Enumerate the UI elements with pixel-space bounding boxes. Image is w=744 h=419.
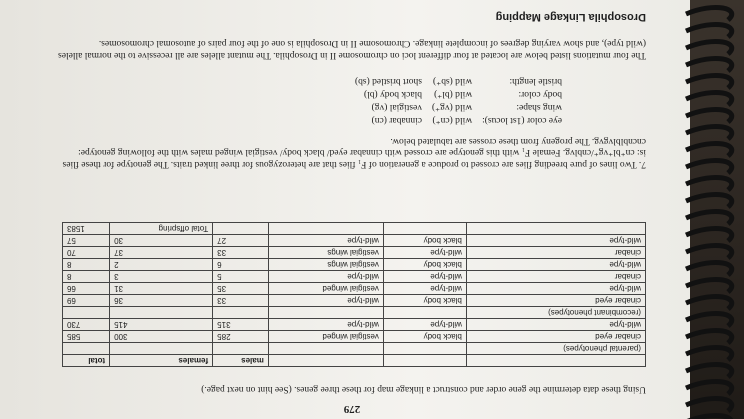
table-cell: cinabar [466, 271, 645, 283]
table-cell: 37 [110, 247, 213, 259]
spiral-ring [686, 313, 732, 326]
table-cell [213, 343, 269, 355]
table-cell: cinabar [466, 247, 645, 259]
table-cell: wild-type [268, 295, 383, 307]
table-cell: vestigial winged [268, 283, 383, 295]
table-cell: black body [383, 295, 466, 307]
mutation-trait: eye color (1st locus): [482, 115, 562, 126]
table-cell [63, 307, 110, 319]
spiral-ring [686, 245, 732, 258]
hint-paragraph: Using these data determine the gene order and construct a linkage map for these three genes. (See hint on next page.) [201, 384, 646, 394]
spiral-ring [686, 279, 732, 292]
mutation-mutant: black body (bl) [363, 89, 422, 100]
table-cell: vestigial winged [268, 331, 383, 343]
problem-7-text: 7. Two lines of pure breeding flies are crossed to produce a generation of F₁ flies that are heterozygous for three linked traits. The genotype for these flies is: cn⁺bl⁺vg⁺/cnblvg. Female F₁ with this genotype are crossed with cinnabar eyed/ black body/ vestigial winged males with the following genotype: cncnblblvgvg. The progeny from these crosses are tabulated below. [62, 136, 646, 169]
table-cell: vestigial wings [268, 259, 383, 271]
mutation-list [345, 75, 562, 127]
table-cell: 730 [63, 319, 110, 331]
table-cell [383, 307, 466, 319]
spiral-ring [686, 364, 732, 377]
table-cell: 3 [110, 271, 213, 283]
table-cell: 57 [63, 235, 110, 247]
table-cell: 8 [63, 271, 110, 283]
table-cell [383, 223, 466, 235]
spiral-ring [686, 126, 732, 139]
table-cell [110, 307, 213, 319]
mutation-row [345, 101, 562, 114]
spiral-ring [686, 58, 732, 71]
table-cell: 31 [110, 283, 213, 295]
table-cell: (parental phenotypes) [466, 343, 645, 355]
spiral-ring [686, 109, 732, 122]
table-cell [213, 223, 269, 235]
table-cell [63, 343, 110, 355]
spiral-ring [686, 330, 732, 343]
mutation-trait: bristle length: [509, 76, 562, 87]
table-cell: 70 [63, 247, 110, 259]
spiral-ring [686, 92, 732, 105]
table-row [63, 247, 646, 259]
table-cell: 36 [110, 295, 213, 307]
table-cell [466, 223, 645, 235]
table-cell: wild-type [466, 283, 645, 295]
table-body [63, 235, 646, 355]
table-cell: 6 [213, 259, 269, 271]
spiral-ring [686, 381, 732, 394]
spiral-ring [686, 177, 732, 190]
table-header-cell: females [110, 355, 213, 367]
mutation-row [345, 114, 562, 127]
table-total-row [63, 223, 646, 235]
table-cell: 66 [63, 283, 110, 295]
table-row [63, 343, 646, 355]
mutation-trait: body color: [518, 89, 562, 100]
spiral-ring [686, 75, 732, 88]
table-header-cell: males [213, 355, 269, 367]
spiral-ring [686, 194, 732, 207]
table-cell: 285 [213, 331, 269, 343]
table-cell: 69 [63, 295, 110, 307]
table-cell [213, 307, 269, 319]
mutation-mutant: cinnabar (cn) [371, 115, 422, 126]
table-cell: cinabar eyed [466, 331, 645, 343]
table-cell: vestigial wings [268, 247, 383, 259]
table-row [63, 283, 646, 295]
table-row [63, 307, 646, 319]
total-value: 1583 [63, 223, 110, 235]
table-cell: 30 [110, 235, 213, 247]
table-cell: black body [383, 235, 466, 247]
spiral-binding [684, 0, 744, 419]
table-cell: 2 [110, 259, 213, 271]
table-cell: 585 [63, 331, 110, 343]
table-cell: (recombinant phenotypes) [466, 307, 645, 319]
table-row [63, 331, 646, 343]
table-cell: 415 [110, 319, 213, 331]
mutation-row [345, 88, 562, 101]
spiral-ring [686, 415, 732, 419]
mutation-mutant: short bristled (sb) [354, 76, 422, 87]
table-cell: 300 [110, 331, 213, 343]
table-cell: cinabar eyed [466, 295, 645, 307]
table-cell: 33 [213, 295, 269, 307]
table-row [63, 295, 646, 307]
mutation-list-body [345, 75, 562, 127]
table-row [63, 319, 646, 331]
spiral-ring [686, 398, 732, 411]
progeny-table [62, 222, 646, 367]
table-header-cell [383, 355, 466, 367]
spiral-ring [686, 296, 732, 309]
spiral-ring [686, 160, 732, 173]
spiral-ring [686, 143, 732, 156]
table-cell: wild-type [268, 235, 383, 247]
spiral-ring [686, 262, 732, 275]
spiral-ring [686, 347, 732, 360]
total-label: Total offspring [110, 223, 213, 235]
table-cell: 33 [213, 247, 269, 259]
table-header-row [63, 355, 646, 367]
table-cell: wild-type [268, 319, 383, 331]
table-row [63, 259, 646, 271]
table-header-cell [268, 355, 383, 367]
table-row [63, 271, 646, 283]
table-cell: black body [383, 259, 466, 271]
table-cell [268, 343, 383, 355]
table-cell: wild-type [383, 283, 466, 295]
spiral-ring [686, 211, 732, 224]
table-header-cell: total [63, 355, 110, 367]
table-cell [110, 343, 213, 355]
table-cell: 27 [213, 235, 269, 247]
table-cell [268, 223, 383, 235]
table-cell: 5 [213, 271, 269, 283]
mutation-trait: wing shape: [516, 102, 562, 113]
spiral-ring [686, 41, 732, 54]
mutation-wild: wild (vg⁺) [431, 102, 473, 112]
mutation-wild: wild (sb⁺) [433, 76, 473, 86]
intro-paragraph: The four mutations listed below are located at four different loci on chromosome II in Drosophila. The mutant alleles are all recessive to the normal alleles (wild type), and show varying degrees of incomplete linkage. Chromosome II in Drosophila is one of the four pairs of autosomal chromosomes. [58, 38, 646, 60]
table-cell: wild-type [383, 319, 466, 331]
table-header-cell [466, 355, 645, 367]
table-cell [268, 307, 383, 319]
page-number: 279 [343, 403, 361, 415]
spiral-ring [686, 228, 732, 241]
table-cell [383, 343, 466, 355]
table-cell: wild-type [383, 247, 466, 259]
table-cell: wild-type [466, 259, 645, 271]
table-cell: wild-type [466, 235, 645, 247]
table-row [63, 235, 646, 247]
table-cell: black body [383, 331, 466, 343]
table-cell: wild-type [268, 271, 383, 283]
table-cell: wild-type [383, 271, 466, 283]
mutation-wild: wild (cn⁺) [432, 115, 473, 125]
page-title: Drosophila Linkage Mapping [495, 11, 646, 23]
table-cell: 8 [63, 259, 110, 271]
mutation-wild: wild (bl⁺) [434, 89, 473, 99]
table-cell: 35 [213, 283, 269, 295]
table-cell: 315 [213, 319, 269, 331]
table-cell: wild-type [466, 319, 645, 331]
mutation-row [345, 75, 562, 88]
spiral-ring [686, 24, 732, 37]
mutation-mutant: vestigial (vg) [371, 102, 422, 113]
spiral-ring [686, 7, 732, 20]
